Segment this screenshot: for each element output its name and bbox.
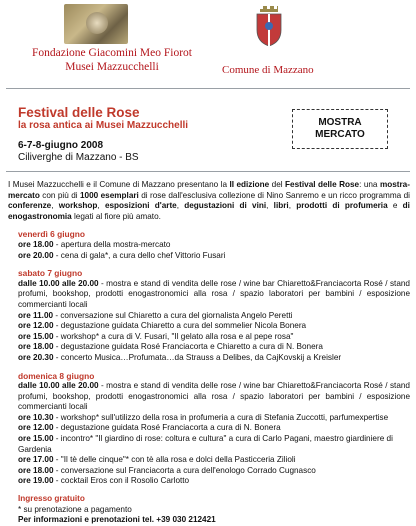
schedule-item: dalle 10.00 alle 20.00 - mostra e stand di vendita delle rose / wine bar Chiaretto&Franciacorta Rosé / stand profumi, bookshop, prodotti enogastronomici alla rosa / spazio laboratori per bambini / esposizione commercianti locali [18, 278, 410, 309]
comune-crest-icon [254, 6, 284, 46]
schedule-item: ore 20.00 - cena di gala*, a cura dello chef Vittorio Fusari [18, 250, 226, 260]
section-divider [6, 171, 410, 172]
intro-paragraph: I Musei Mazzucchelli e il Comune di Mazzano presentano la II edizione del Festival delle Rose: una mostra-mercato con più di 1000 esemplari di rose dall'esclusiva collezione di Nino Sanremo e un ricco programma di conferenze, workshop, esposizioni d'arte, degustazioni di vini, libri, prodotti di profumeria e di enogastronomia legati al fiore più amato. [8, 180, 410, 221]
fondazione-logo [14, 4, 210, 78]
fondazione-line2: Musei Mazzucchelli [65, 61, 159, 73]
day-friday [8, 229, 410, 261]
fondazione-emblem-icon [64, 4, 128, 44]
badge-line2: MERCATO [315, 129, 365, 140]
schedule-item: ore 18.00 - conversazione sul Franciacorta a cura dell'enologo Corrado Cugnasco [18, 465, 316, 475]
schedule-item: ore 12.00 - degustazione guidata Chiaretto a cura del sommelier Nicola Bonera [18, 321, 307, 331]
day-title: sabato 7 giugno [18, 268, 83, 279]
schedule-item: ore 18.00 - apertura della mostra-mercato [18, 239, 171, 249]
event-dates: 6-7-8-giugno 2008 [18, 140, 104, 151]
schedule-item: dalle 10.00 alle 20.00 - mostra e stand di vendita delle rose / wine bar Chiaretto&Franciacorta Rosé / stand profumi, bookshop, prodotti enogastronomici alla rosa / spazio laboratori per bambini / esposizione commercianti locali [18, 381, 410, 412]
day-saturday [8, 268, 410, 363]
ingresso-label: Ingresso gratuito [18, 494, 85, 504]
schedule-item: ore 18.00 - degustazione guidata Rosé Franciacorta e Chiaretto a cura di N. Bonera [18, 342, 323, 352]
contact-info: Per informazioni e prenotazioni tel. +39 030 212421 [18, 515, 216, 525]
event-title: Festival delle Rose [18, 105, 140, 120]
schedule-item: ore 20.30 - concerto Musica…Profumata…da Strauss a Delibes, da CajKovskij a Kreisler [18, 352, 342, 362]
schedule-item: ore 19.00 - cocktail Eros con il Rosolio Carlotto [18, 476, 190, 486]
comune-logo [222, 6, 332, 76]
schedule-item: ore 10.30 - workshop* sull'utilizzo della rosa in profumeria a cura di Stefania Zuccotti, parfumexpertise [18, 412, 389, 422]
header-divider [6, 88, 410, 89]
day-title: venerdì 6 giugno [18, 229, 86, 240]
schedule-item: ore 15.00 - incontro* "Il giardino di rose: coltura e cultura" a cura di Carlo Pagani, maestro giardiniere di Gardenia [18, 434, 393, 454]
comune-name: Comune di Mazzano [222, 64, 314, 76]
footer-info [8, 494, 410, 526]
booking-note: * su prenotazione a pagamento [18, 504, 132, 514]
fondazione-line1: Fondazione Giacomini Meo Fiorot [31, 47, 193, 59]
schedule-item: ore 12.00 - degustazione guidata Rosé Franciacorta a cura di N. Bonera [18, 423, 281, 433]
schedule-item: ore 11.00 - conversazione sul Chiaretto a cura del giornalista Angelo Peretti [18, 310, 293, 320]
schedule-item: ore 15.00 - workshop* a cura di V. Fusari, "Il gelato alla rosa e al pepe rosa" [18, 331, 294, 341]
badge-line1: MOSTRA [318, 117, 362, 128]
day-title: domenica 8 giugno [18, 370, 95, 381]
event-subtitle: la rosa antica ai Musei Mazzucchelli [18, 120, 189, 131]
program-content [8, 180, 410, 526]
mostra-mercato-badge [292, 109, 388, 149]
schedule-item: ore 17.00 - "Il tè delle cinque"* con tè alla rosa e dolci della Pasticceria Zilioli [18, 455, 296, 465]
event-place: Ciliverghe di Mazzano - BS [18, 152, 139, 163]
fondazione-name [14, 46, 210, 74]
day-sunday [8, 371, 410, 488]
